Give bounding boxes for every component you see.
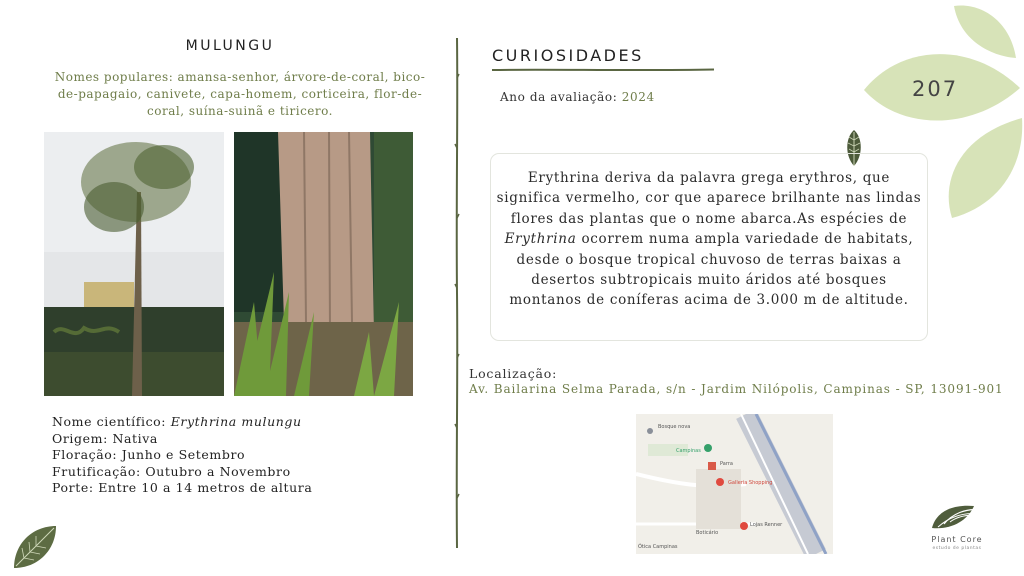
map-label: Campinas bbox=[676, 448, 701, 454]
vine-divider bbox=[454, 38, 460, 548]
map-label: Galleria Shopping bbox=[728, 480, 773, 486]
curiosity-text-part: Erythrina deriva da palavra grega erythros, que significa vermelho, cor que aparece brilhante nas lindas flores das plantas que o nome abarca.As espécies de bbox=[496, 170, 922, 227]
origin: Origem: Nativa bbox=[52, 430, 158, 446]
evaluation-year bbox=[500, 90, 655, 104]
trunk-photo bbox=[234, 132, 413, 396]
leaf-icon-bottom-left bbox=[10, 522, 60, 572]
location-address: Av. Bailarina Selma Parada, s/n - Jardim Nilópolis, Campinas - SP, 13091-901 bbox=[469, 382, 1004, 396]
page-number: 207 bbox=[912, 77, 959, 101]
tree-photo bbox=[44, 132, 224, 396]
map-label: Boticário bbox=[696, 530, 719, 536]
curiosity-text bbox=[496, 168, 922, 311]
curiosity-text-part: ocorrem numa ampla variedade de habitats, desde o bosque tropical chuvoso de terras baixas a desertos subtropicais muito áridos até bosques montanos de coníferas acima de 3.000 m de altitude. bbox=[509, 231, 914, 309]
brand-tagline: estudo de plantas bbox=[932, 546, 982, 551]
plant-name: MULUNGU bbox=[185, 38, 275, 54]
scientific-name bbox=[52, 414, 312, 431]
location-label: Localização: bbox=[469, 366, 558, 381]
brand-name: Plant Core bbox=[931, 535, 983, 544]
fruiting: Frutificação: Outubro a Novembro bbox=[52, 463, 291, 479]
scientific-label: Nome científico: bbox=[52, 414, 171, 429]
curiosity-genus: Erythrina bbox=[504, 231, 577, 248]
plant-core-logo-icon bbox=[922, 500, 992, 534]
map-label: Ótica Campinas bbox=[638, 544, 678, 550]
flowering: Floração: Junho e Setembro bbox=[52, 447, 246, 463]
location-map[interactable] bbox=[636, 414, 833, 554]
plant-facts bbox=[52, 414, 312, 497]
size: Porte: Entre 10 a 14 metros de altura bbox=[52, 480, 313, 496]
year-label: Ano da avaliação: bbox=[500, 90, 622, 104]
map-label: Lojas Renner bbox=[750, 522, 783, 528]
title-underline bbox=[492, 68, 714, 72]
year-value: 2024 bbox=[621, 90, 655, 104]
map-label: Parra bbox=[720, 461, 733, 467]
popular-names: Nomes populares: amansa-senhor, árvore-de-coral, bico-de-papagaio, canivete, capa-homem, corticeira, flor-de-coral, suína-suinã e tiricero. bbox=[54, 70, 426, 118]
scientific-value: Erythrina mulungu bbox=[170, 414, 302, 429]
curiosities-title: CURIOSIDADES bbox=[492, 46, 644, 65]
map-label: Bosque nova bbox=[658, 424, 691, 430]
